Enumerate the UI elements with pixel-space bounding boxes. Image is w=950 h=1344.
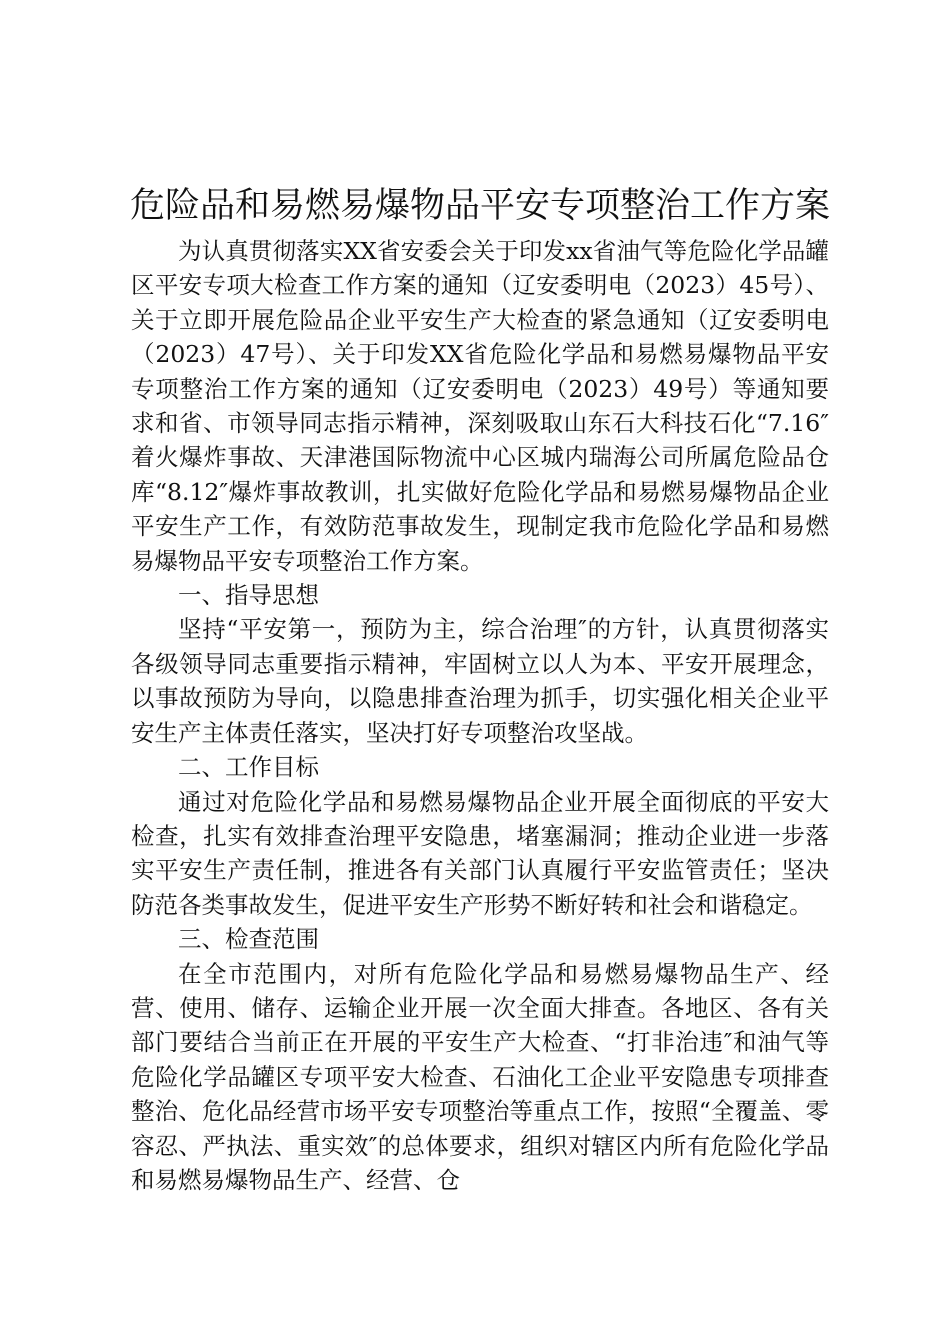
- section-heading-inspection-scope: 三、检查范围: [178, 925, 319, 954]
- work-goals-paragraph: 通过对危险化学品和易燃易爆物品企业开展全面彻底的平安大检查，扎实有效排查治理平安隐患，堵塞漏洞；推动企业进一步落实平安生产责任制，推进各有关部门认真履行平安监管责任；坚决防范各类事故发生，促进平安生产形势不断好转和社会和谐稳定。: [131, 787, 829, 919]
- inspection-scope-paragraph: 在全市范围内，对所有危险化学品和易燃易爆物品生产、经营、使用、储存、运输企业开展一次全面大排查。各地区、各有关部门要结合当前正在开展的平安生产大检查、“打非治违″和油气等危险化学品罐区专项平安大检查、石油化工企业平安隐患专项排查整治、危化品经营市场平安专项整治等重点工作，按照“全覆盖、零容忍、严执法、重实效″的总体要求，组织对辖区内所有危险化学品和易燃易爆物品生产、经营、仓: [131, 959, 829, 1194]
- guiding-ideology-paragraph: 坚持“平安第一，预防为主，综合治理″的方针，认真贯彻落实各级领导同志重要指示精神，牢固树立以人为本、平安开展理念，以事故预防为导向，以隐患排查治理为抓手，切实强化相关企业平安生产主体责任落实，坚决打好专项整治攻坚战。: [131, 615, 829, 747]
- intro-paragraph: 为认真贯彻落实XX省安委会关于印发xx省油气等危险化学品罐区平安专项大检查工作方案的通知（辽安委明电（2023）45号）、关于立即开展危险品企业平安生产大检查的紧急通知（辽安委明电（2023）47号）、关于印发XX省危险化学品和易燃易爆物品平安专项整治工作方案的通知（辽安委明电（2023）49号）等通知要求和省、市领导同志指示精神，深刻吸取山东石大科技石化“7.16″着火爆炸事故、天津港国际物流中心区城内瑞海公司所属危险品仓库“8.12″爆炸事故教训，扎实做好危险化学品和易燃易爆物品企业平安生产工作，有效防范事故发生，现制定我市危险化学品和易燃易爆物品平安专项整治工作方案。: [131, 237, 829, 575]
- section-heading-work-goals: 二、工作目标: [178, 753, 319, 782]
- document-title: 危险品和易燃易爆物品平安专项整治工作方案: [129, 186, 830, 226]
- document-body: [131, 234, 829, 1197]
- section-heading-guiding-ideology: 一、指导思想: [178, 581, 319, 610]
